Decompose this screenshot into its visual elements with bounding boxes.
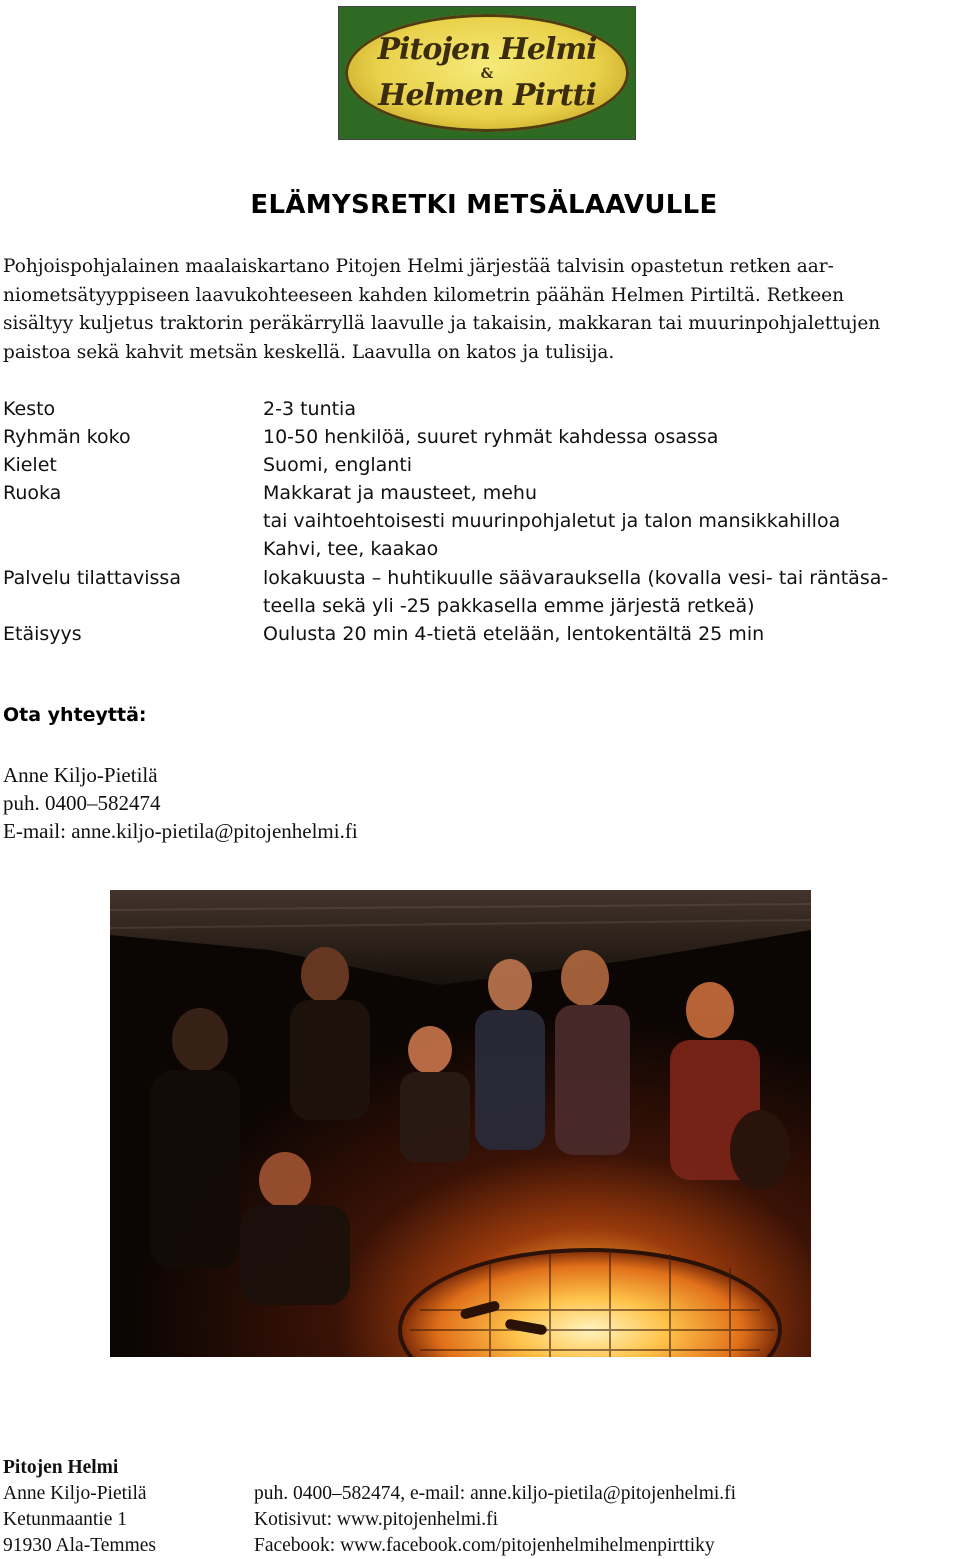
- contact-phone: puh. 0400–582474: [3, 791, 161, 815]
- footer-links: [254, 1481, 736, 1559]
- footer-street: Ketunmaantie 1: [3, 1509, 127, 1530]
- info-value-distance: Oulusta 20 min 4-tietä etelään, lentokentältä 25 min: [263, 623, 765, 645]
- contact-name: Anne Kiljo-Pietilä: [3, 763, 158, 787]
- company-logo: [338, 6, 636, 140]
- contact-email[interactable]: E-mail: anne.kiljo-pietila@pitojenhelmi.fi: [3, 819, 358, 843]
- info-label-food: Ruoka: [3, 482, 62, 504]
- logo-oval: [345, 14, 629, 132]
- info-value-food: Makkarat ja mausteet, mehu: [263, 482, 537, 504]
- intro-line: sisältyy kuljetus traktorin peräkärryllä laavulle ja takaisin, makkaran tai muurinpohjalettujen: [3, 313, 881, 334]
- info-value-availability: lokakuusta – huhtikuulle säävarauksella (kovalla vesi- tai räntäsa-: [263, 567, 889, 589]
- logo-line-1: Pitojen Helmi: [377, 32, 597, 67]
- logo-ampersand: &: [480, 66, 494, 82]
- contact-block: [3, 761, 358, 845]
- info-label-availability: Palvelu tilattavissa: [3, 567, 181, 589]
- info-label-duration: Kesto: [3, 398, 56, 420]
- footer-company: Pitojen Helmi: [3, 1457, 119, 1478]
- intro-line: paistoa sekä kahvit metsän keskellä. Laavulla on katos ja tulisija.: [3, 341, 615, 363]
- info-value-food-alt: tai vaihtoehtoisesti muurinpohjaletut ja talon mansikkahilloa: [263, 510, 841, 532]
- info-label-languages: Kielet: [3, 454, 57, 476]
- info-value-languages: Suomi, englanti: [263, 454, 413, 476]
- intro-line: Pohjoispohjalainen maalaiskartano Pitojen Helmi järjestää talvisin opastetun retken aar-: [3, 256, 834, 277]
- footer-address: [3, 1481, 156, 1559]
- footer-website[interactable]: Kotisivut: www.pitojenhelmi.fi: [254, 1509, 499, 1530]
- info-value-group-size: 10-50 henkilöä, suuret ryhmät kahdessa osassa: [263, 426, 719, 448]
- intro-line: niometsätyyppiseen laavukohteeseen kahden kilometrin päähän Helmen Pirtiltä. Retkeen: [3, 284, 845, 306]
- info-label-group-size: Ryhmän koko: [3, 426, 131, 448]
- footer-contact-name: Anne Kiljo-Pietilä: [3, 1483, 147, 1504]
- logo-line-2: Helmen Pirtti: [378, 78, 596, 113]
- intro-paragraph: [3, 253, 958, 367]
- info-value-drinks: Kahvi, tee, kaakao: [263, 538, 439, 560]
- info-label-distance: Etäisyys: [3, 623, 82, 645]
- contact-heading: Ota yhteyttä:: [3, 704, 147, 726]
- footer-facebook[interactable]: Facebook: www.facebook.com/pitojenhelmihelmenpirttiky: [254, 1535, 715, 1556]
- info-value-duration: 2-3 tuntia: [263, 398, 356, 420]
- info-value-availability-cont: teella sekä yli -25 pakkasella emme järjestä retkeä): [263, 595, 755, 617]
- page-title: ELÄMYSRETKI METSÄLAAVULLE: [250, 190, 718, 220]
- campfire-photo: [110, 890, 811, 1357]
- footer-postal: 91930 Ala-Temmes: [3, 1535, 156, 1556]
- footer-phone-email[interactable]: puh. 0400–582474, e-mail: anne.kiljo-pietila@pitojenhelmi.fi: [254, 1483, 737, 1504]
